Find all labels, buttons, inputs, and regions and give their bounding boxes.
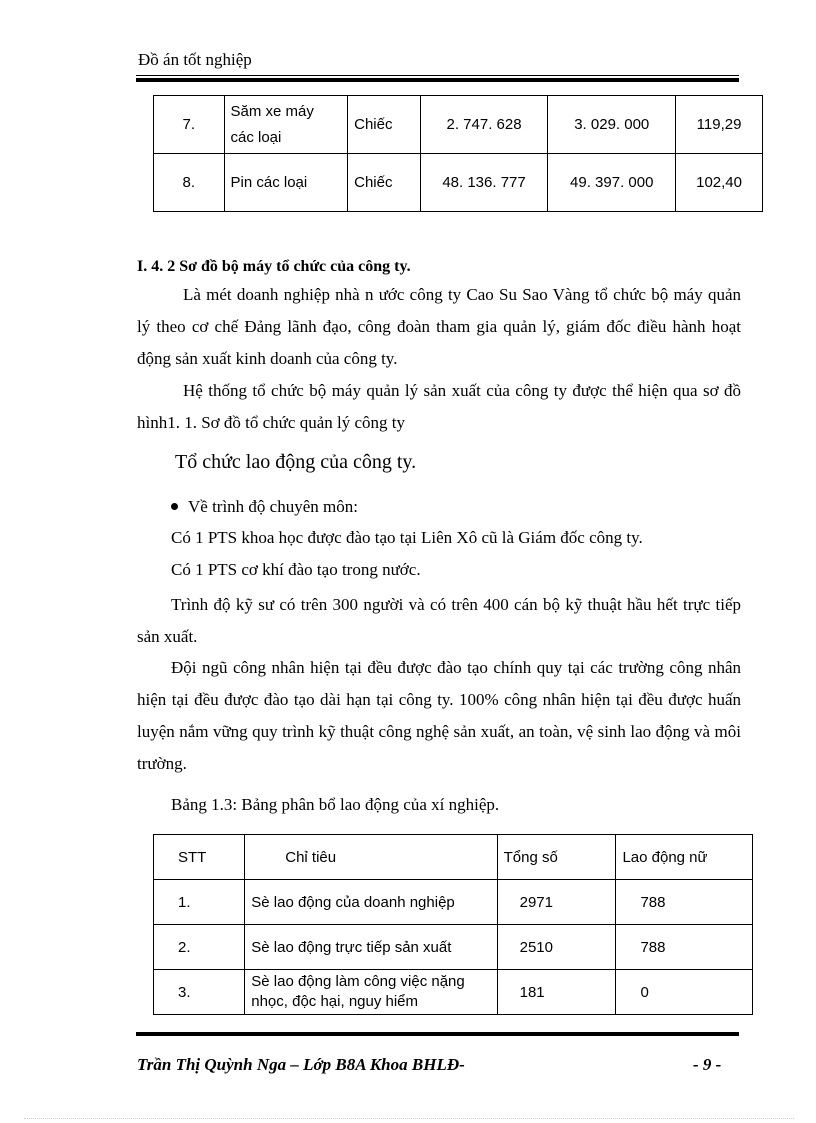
row-percent: 102,40 [676, 154, 763, 212]
row-criteria: Sè lao động của doanh nghiệp [245, 880, 497, 925]
row-value-2: 49. 397. 000 [548, 154, 676, 212]
row-value-2: 3. 029. 000 [548, 96, 676, 154]
row-unit: Chiếc [348, 154, 421, 212]
bullet-text: Về trình độ chuyên môn: [188, 497, 358, 516]
row-value-1: 48. 136. 777 [420, 154, 548, 212]
row-female: 788 [616, 880, 753, 925]
product-name-line2: các loại [230, 128, 282, 146]
criteria-line2: nhọc, độc hại, nguy hiểm [251, 993, 419, 1010]
footer-author: Trần Thị Quỳnh Nga – Lớp B8A Khoa BHLĐ- [137, 1055, 465, 1074]
table-row [154, 154, 763, 212]
row-total: 181 [497, 970, 616, 1015]
bullet-icon [171, 503, 178, 510]
header-total: Tổng số [497, 835, 616, 880]
row-stt: 2. [154, 925, 245, 970]
row-stt: 1. [154, 880, 245, 925]
row-criteria: Sè lao động trực tiếp sản xuất [245, 925, 497, 970]
paragraph-engineers: Trình độ kỹ sư có trên 300 người và có trên 400 cán bộ kỹ thuật hầu hết trực tiếp sản xuất. [137, 595, 741, 646]
labor-table [153, 834, 753, 1015]
row-total: 2971 [497, 880, 616, 925]
table-caption: Bảng 1.3: Bảng phân bổ lao động của xí nghiệp. [171, 795, 500, 814]
criteria-line1: Sè lao động làm công việc nặng [251, 973, 465, 990]
row-unit: Chiếc [348, 96, 421, 154]
table-row [154, 970, 753, 1015]
qualification-line-2: Có 1 PTS cơ khí đào tạo trong nước. [171, 560, 421, 579]
table-row [154, 925, 753, 970]
qualification-line-1: Có 1 PTS khoa học được đào tạo tại Liên Xô cũ là Giám đốc công ty. [171, 528, 643, 547]
header-rule-thin [136, 75, 739, 76]
page-bottom-dotted-line [24, 1118, 794, 1119]
footer-rule [136, 1032, 739, 1036]
row-value-1: 2. 747. 628 [420, 96, 548, 154]
row-percent: 119,29 [676, 96, 763, 154]
paragraph-org-chart: Hệ thống tổ chức bộ máy quản lý sản xuất của công ty được thể hiện qua sơ đồ hình1. 1. Sơ đồ tổ chức quản lý công ty [137, 381, 741, 432]
product-table [153, 95, 763, 212]
row-total: 2510 [497, 925, 616, 970]
row-female: 788 [616, 925, 753, 970]
bullet-item [171, 497, 358, 517]
page-number: - 9 - [693, 1055, 722, 1074]
row-stt: 3. [154, 970, 245, 1015]
row-stt: 8. [154, 154, 225, 212]
paragraph-workers: Đội ngũ công nhân hiện tại đều được đào tạo chính quy tại các trường công nhân hiện tại đều được đào tạo dài hạn tại công ty. 100% công nhân hiện tại đều được huấn luyện nắm vững quy trình kỹ thuật công nghệ sản xuất, an toàn, vệ sinh lao động và môi trường. [137, 658, 741, 773]
row-product-name: Pin các loại [224, 154, 348, 212]
row-criteria [245, 970, 497, 1015]
header-stt: STT [154, 835, 245, 880]
table-row [154, 880, 753, 925]
paragraph-org-intro: Là mét doanh nghiệp nhà n ước công ty Cao Su Sao Vàng tổ chức bộ máy quản lý theo cơ chế Đảng lãnh đạo, công đoàn tham gia quản lý, giám đốc điều hành hoạt động sản xuất kinh doanh của công ty. [137, 285, 741, 368]
page-header-title: Đồ án tốt nghiệp [138, 50, 252, 69]
header-criteria: Chỉ tiêu [245, 835, 497, 880]
header-rule-thick [136, 78, 739, 82]
header-female: Lao động nữ [616, 835, 753, 880]
table-header-row [154, 835, 753, 880]
row-stt: 7. [154, 96, 225, 154]
product-name-line1: Săm xe máy [230, 102, 314, 120]
row-product-name [224, 96, 348, 154]
row-female: 0 [616, 970, 753, 1015]
section-heading: I. 4. 2 Sơ đồ bộ máy tổ chức của công ty. [137, 258, 411, 275]
table-row [154, 96, 763, 154]
labor-heading: Tổ chức lao động của công ty. [175, 451, 417, 473]
